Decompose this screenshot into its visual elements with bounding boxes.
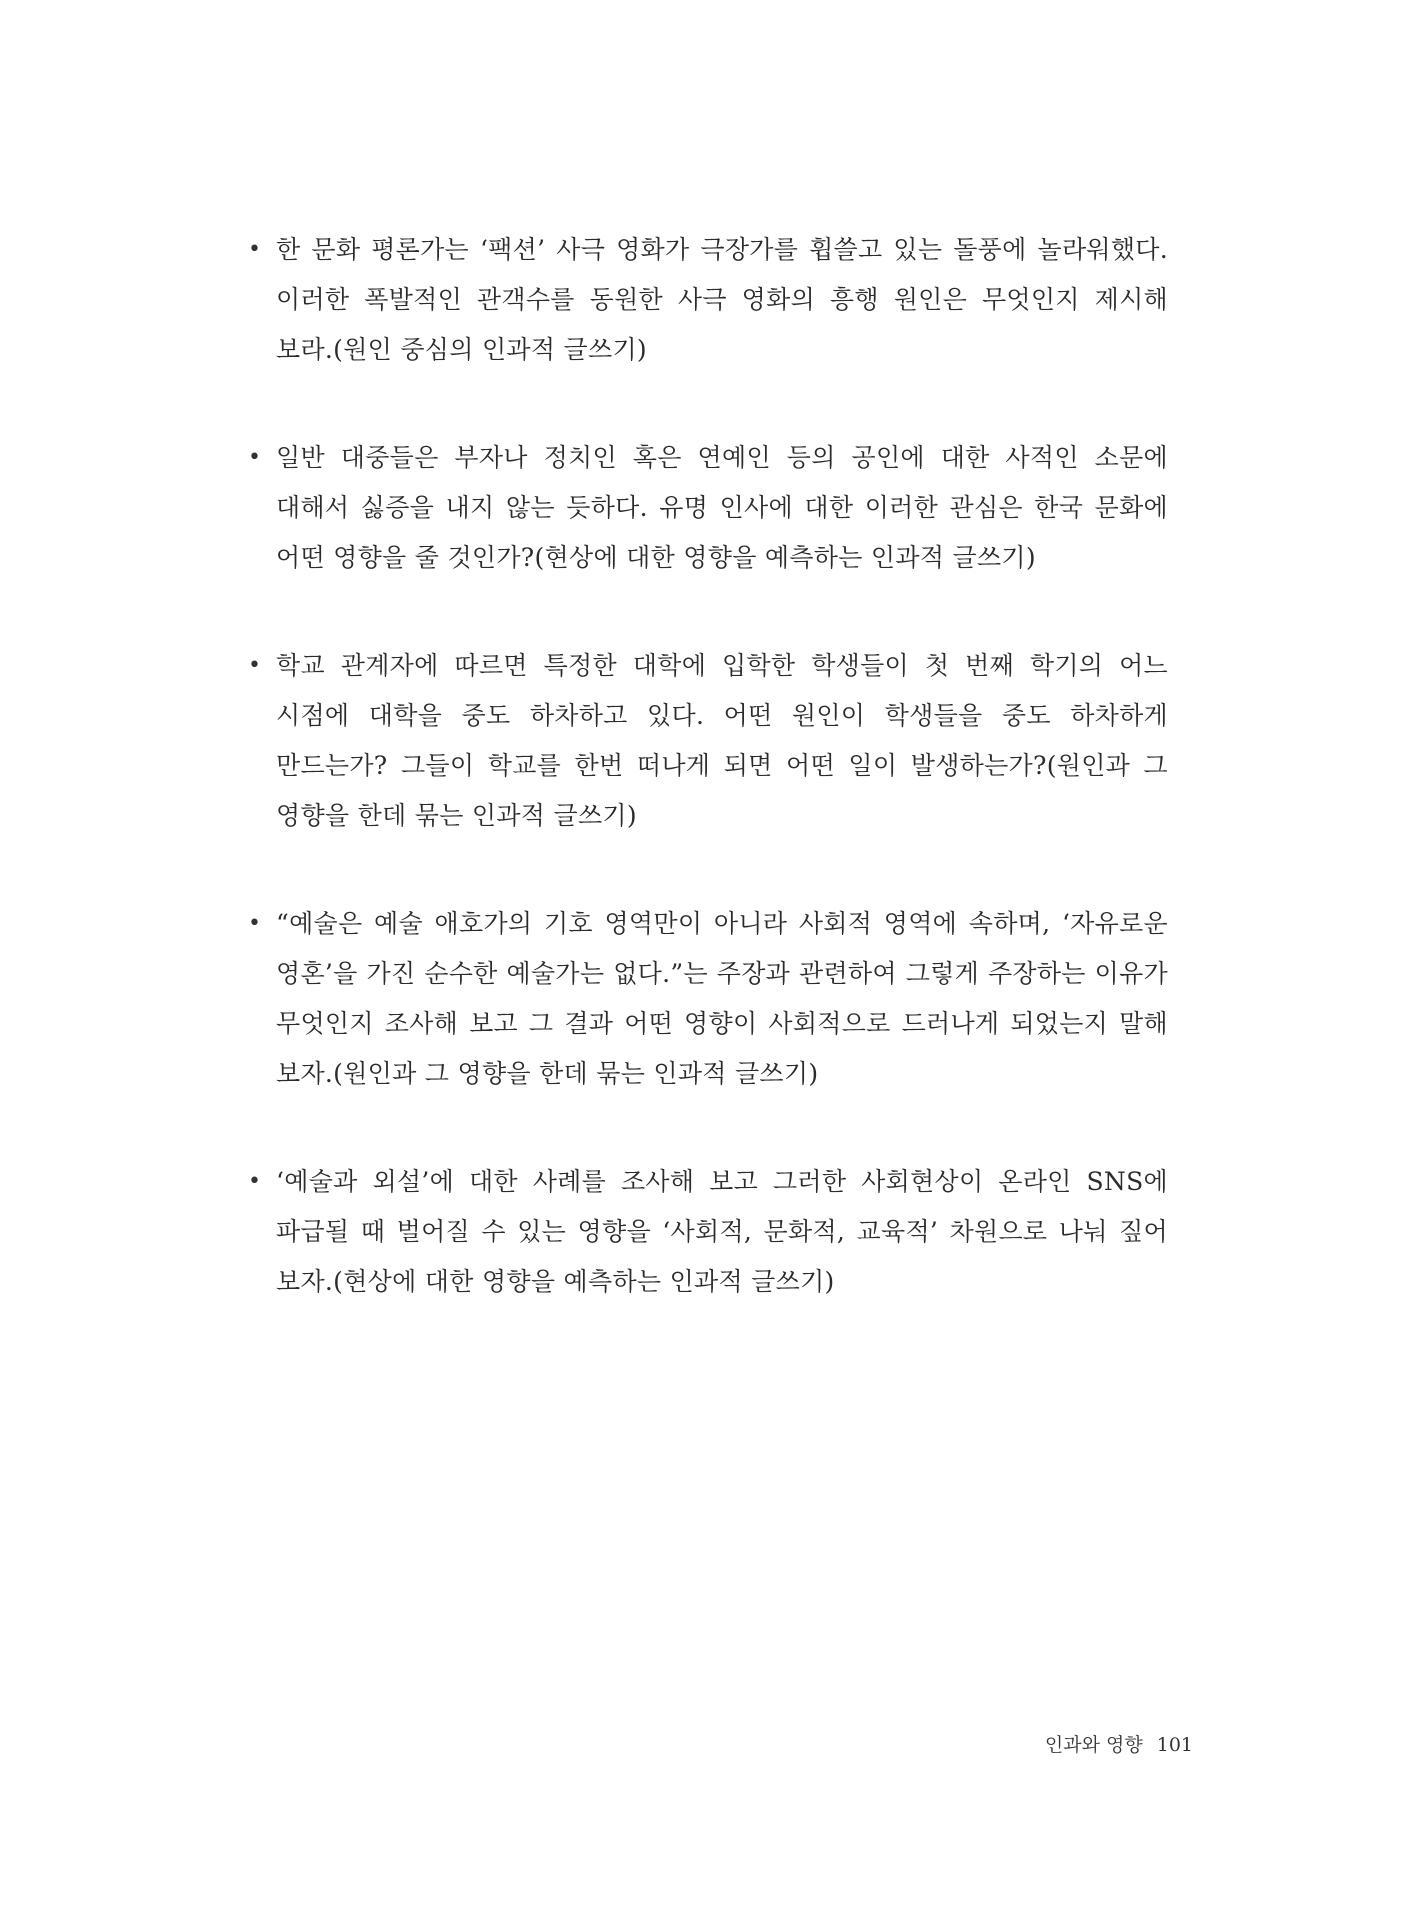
bullet-icon: • (248, 653, 262, 678)
question-item-5 (248, 1157, 1168, 1307)
question-item-3 (248, 641, 1168, 841)
question-item-4 (248, 899, 1168, 1099)
question-text: “예술은 예술 애호가의 기호 영역만이 아니라 사회적 영역에 속하며, ‘자유로운 영혼’을 가진 순수한 예술가는 없다.”는 주장과 관련하여 그렇게 주장하는 이유가 무엇인지 조사해 보고 그 결과 어떤 영향이 사회적으로 드러나게 되었는지 말해 보자.(원인과 그 영향을 한데 묶는 인과적 글쓰기) (276, 909, 1168, 1088)
question-text: 학교 관계자에 따르면 특정한 대학에 입학한 학생들이 첫 번째 학기의 어느 시점에 대학을 중도 하차하고 있다. 어떤 원인이 학생들을 중도 하차하게 만드는가? 그들이 학교를 한번 떠나게 되면 어떤 일이 발생하는가?(원인과 그 영향을 한데 묶는 인과적 글쓰기) (276, 651, 1168, 830)
question-list (248, 225, 1168, 1365)
bullet-icon: • (248, 445, 262, 470)
footer-section-title: 인과와 영향 (1044, 1734, 1143, 1756)
bullet-icon: • (248, 237, 262, 262)
bullet-icon: • (248, 1169, 262, 1194)
question-item-2 (248, 433, 1168, 583)
page-number: 101 (1156, 1734, 1193, 1756)
question-text: ‘예술과 외설’에 대한 사례를 조사해 보고 그러한 사회현상이 온라인 SNS에 파급될 때 벌어질 수 있는 영향을 ‘사회적, 문화적, 교육적’ 차원으로 나눠 짚어 보자.(현상에 대한 영향을 예측하는 인과적 글쓰기) (276, 1167, 1168, 1296)
question-text: 일반 대중들은 부자나 정치인 혹은 연예인 등의 공인에 대한 사적인 소문에 대해서 싫증을 내지 않는 듯하다. 유명 인사에 대한 이러한 관심은 한국 문화에 어떤 영향을 줄 것인가?(현상에 대한 영향을 예측하는 인과적 글쓰기) (276, 443, 1168, 572)
bullet-icon: • (248, 911, 262, 936)
question-item-1 (248, 225, 1168, 375)
running-footer (1045, 1730, 1193, 1757)
question-text: 한 문화 평론가는 ‘팩션’ 사극 영화가 극장가를 휩쓸고 있는 돌풍에 놀라워했다. 이러한 폭발적인 관객수를 동원한 사극 영화의 흥행 원인은 무엇인지 제시해 보라.(원인 중심의 인과적 글쓰기) (276, 235, 1168, 364)
